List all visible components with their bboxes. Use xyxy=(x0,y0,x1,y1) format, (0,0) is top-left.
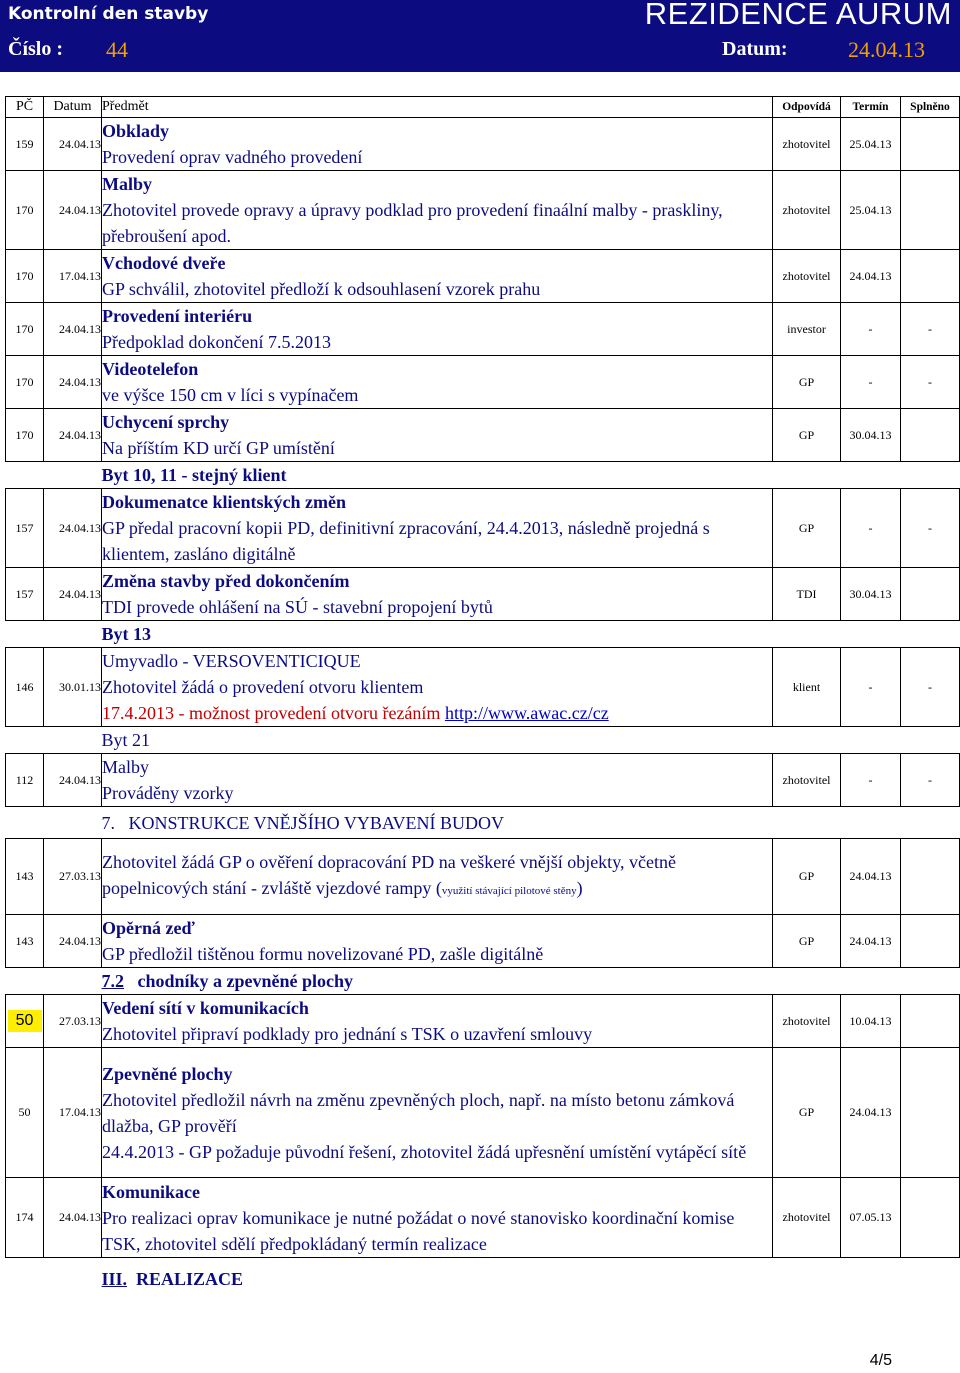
row-title: Malby xyxy=(102,757,149,777)
table-row xyxy=(6,171,960,250)
row-date: 24.04.13 xyxy=(44,356,102,409)
row-done xyxy=(901,1048,960,1178)
table-row xyxy=(6,356,960,409)
col-header-termin: Termín xyxy=(841,97,901,118)
subsection-heading-row xyxy=(6,968,960,995)
row-text: Prováděny vzorky xyxy=(102,783,234,803)
row-pc: 143 xyxy=(6,915,44,968)
row-deadline: 25.04.13 xyxy=(841,118,901,171)
section-heading xyxy=(102,1258,773,1300)
row-responsible: GP xyxy=(773,1048,841,1178)
subsection-heading xyxy=(102,968,773,995)
row-date: 24.04.13 xyxy=(44,171,102,250)
section-heading xyxy=(102,807,773,839)
row-date: 27.03.13 xyxy=(44,839,102,915)
datum-value: 24.04.13 xyxy=(848,37,925,62)
row-done: - xyxy=(901,754,960,807)
row-title: Vedení sítí v komunikacích xyxy=(102,998,309,1018)
row-subject xyxy=(102,250,773,303)
group-heading: Byt 10, 11 - stejný klient xyxy=(101,465,287,485)
row-title: Dokumenatce klientských změn xyxy=(102,492,346,512)
row-responsible: zhotovitel xyxy=(773,250,841,303)
awac-link[interactable]: http://www.awac.cz/cz xyxy=(444,703,609,723)
row-deadline: 30.04.13 xyxy=(841,409,901,462)
row-subject xyxy=(102,1178,773,1258)
row-done xyxy=(901,568,960,621)
row-pc: 170 xyxy=(6,409,44,462)
row-responsible: zhotovitel xyxy=(773,754,841,807)
row-responsible: zhotovitel xyxy=(773,171,841,250)
row-note: 24.4.2013 - GP požaduje původní řešení, zhotovitel žádá upřesnění umístění vytápěcí sítě xyxy=(102,1141,747,1162)
row-done xyxy=(901,1178,960,1258)
col-header-predmet: Předmět xyxy=(102,97,773,118)
row-date: 24.04.13 xyxy=(44,118,102,171)
row-pc: 170 xyxy=(6,356,44,409)
row-text: TDI provede ohlášení na SÚ - stavební propojení bytů xyxy=(102,597,493,617)
row-subject xyxy=(102,839,773,915)
table-row xyxy=(6,568,960,621)
subsection-title: chodníky a zpevněné plochy xyxy=(137,971,354,991)
row-subject xyxy=(102,754,773,807)
row-date: 24.04.13 xyxy=(44,568,102,621)
row-deadline: - xyxy=(841,489,901,568)
row-title: Komunikace xyxy=(102,1181,201,1202)
row-text-end: ) xyxy=(576,878,583,898)
row-pc: 146 xyxy=(6,648,44,727)
row-responsible: zhotovitel xyxy=(773,1178,841,1258)
row-done xyxy=(901,839,960,915)
cislo-value: 44 xyxy=(106,37,128,62)
row-deadline: 30.04.13 xyxy=(841,568,901,621)
row-pc: 170 xyxy=(6,171,44,250)
row-date: 30.01.13 xyxy=(44,648,102,727)
row-pc: 159 xyxy=(6,118,44,171)
row-text: GP schválil, zhotovitel předloží k odsouhlasení vzorek prahu xyxy=(102,279,541,299)
row-date: 24.04.13 xyxy=(44,754,102,807)
row-done xyxy=(901,995,960,1048)
row-title: Zpevněné plochy xyxy=(102,1063,233,1084)
table-row xyxy=(6,303,960,356)
section-heading-row xyxy=(6,807,960,839)
row-subject xyxy=(102,409,773,462)
row-responsible: GP xyxy=(773,839,841,915)
row-responsible: GP xyxy=(773,489,841,568)
section-title: REALIZACE xyxy=(136,1268,244,1289)
header-band xyxy=(0,0,960,72)
row-deadline: 10.04.13 xyxy=(841,995,901,1048)
row-subject xyxy=(102,648,773,727)
row-title: Vchodové dveře xyxy=(102,253,226,273)
row-note xyxy=(102,700,772,726)
row-responsible: GP xyxy=(773,915,841,968)
row-date: 24.04.13 xyxy=(44,489,102,568)
row-text: Zhotovitel připraví podklady pro jednání s TSK o uzavření smlouvy xyxy=(102,1024,593,1044)
row-done xyxy=(901,171,960,250)
row-pc: 170 xyxy=(6,250,44,303)
row-title: Malby xyxy=(102,174,153,194)
row-text: GP předal pracovní kopii PD, definitivní zpracování, 24.4.2013, následně projedná s klientem, zasláno digitálně xyxy=(102,518,710,564)
row-pc: 174 xyxy=(6,1178,44,1258)
table-row xyxy=(6,1048,960,1178)
row-done xyxy=(901,409,960,462)
row-title: Videotelefon xyxy=(102,359,199,379)
row-responsible: GP xyxy=(773,356,841,409)
row-title: Umyvadlo - VERSOVENTICIQUE xyxy=(102,651,361,671)
row-date: 24.04.13 xyxy=(44,303,102,356)
row-text: Zhotovitel předložil návrh na změnu zpevněných ploch, např. na místo betonu zámková dlažba, GP prověří xyxy=(102,1089,735,1136)
row-deadline: 25.04.13 xyxy=(841,171,901,250)
row-subject xyxy=(102,1048,773,1178)
row-text: Provedení oprav vadného provedení xyxy=(102,147,363,167)
row-text: Na příštím KD určí GP umístění xyxy=(102,438,335,458)
document-title: Kontrolní den stavby xyxy=(8,4,209,24)
row-text-main: Zhotovitel žádá GP o ověření dopracování PD na veškeré vnější objekty, včetně popelnicových stání - zvláště vjezdové rampy ( xyxy=(102,852,676,898)
datum-label: Datum: xyxy=(722,38,788,60)
section-number: 7. xyxy=(101,812,115,833)
table-row xyxy=(6,409,960,462)
note-text: 17.4.2013 - možnost provedení otvoru řezáním xyxy=(102,703,445,723)
row-deadline: 24.04.13 xyxy=(841,1048,901,1178)
cislo-label: Číslo : xyxy=(8,38,63,60)
row-done xyxy=(901,915,960,968)
row-responsible: GP xyxy=(773,409,841,462)
row-pc: 157 xyxy=(6,568,44,621)
section-heading-row xyxy=(6,1258,960,1300)
table-row xyxy=(6,118,960,171)
row-date: 17.04.13 xyxy=(44,1048,102,1178)
table-row xyxy=(6,648,960,727)
group-heading-row xyxy=(6,462,960,489)
row-deadline: - xyxy=(841,754,901,807)
row-done: - xyxy=(901,489,960,568)
table-row xyxy=(6,995,960,1048)
row-responsible: zhotovitel xyxy=(773,995,841,1048)
group-heading: Byt 13 xyxy=(101,624,151,644)
row-pc: 170 xyxy=(6,303,44,356)
row-deadline: 07.05.13 xyxy=(841,1178,901,1258)
row-responsible: zhotovitel xyxy=(773,118,841,171)
table-row xyxy=(6,250,960,303)
row-subject xyxy=(102,303,773,356)
row-responsible: TDI xyxy=(773,568,841,621)
row-text: ve výšce 150 cm v líci s vypínačem xyxy=(102,385,359,405)
row-date: 24.04.13 xyxy=(44,915,102,968)
row-date: 27.03.13 xyxy=(44,995,102,1048)
row-pc: 143 xyxy=(6,839,44,915)
section-number: III. xyxy=(101,1268,128,1289)
highlighted-pc: 50 xyxy=(8,1010,42,1032)
group-heading: Byt 21 xyxy=(101,730,151,750)
col-header-odpovida: Odpovídá xyxy=(773,97,841,118)
row-subject xyxy=(102,118,773,171)
table-row xyxy=(6,839,960,915)
row-done: - xyxy=(901,648,960,727)
row-pc: 112 xyxy=(6,754,44,807)
row-text-small: využití stávající pilotové stěny xyxy=(441,885,577,897)
col-header-splneno: Splněno xyxy=(901,97,960,118)
row-pc xyxy=(6,995,44,1048)
row-deadline: - xyxy=(841,648,901,727)
row-deadline: 24.04.13 xyxy=(841,250,901,303)
row-deadline: 24.04.13 xyxy=(841,839,901,915)
row-date: 17.04.13 xyxy=(44,250,102,303)
row-subject xyxy=(102,171,773,250)
row-pc: 157 xyxy=(6,489,44,568)
row-subject xyxy=(102,995,773,1048)
row-done xyxy=(901,250,960,303)
row-text: Zhotovitel žádá o provedení otvoru klientem xyxy=(102,677,424,697)
col-header-datum: Datum xyxy=(44,97,102,118)
row-date: 24.04.13 xyxy=(44,409,102,462)
row-text: Předpoklad dokončení 7.5.2013 xyxy=(102,332,331,352)
row-done: - xyxy=(901,303,960,356)
row-title: Změna stavby před dokončením xyxy=(102,571,350,591)
section-title: KONSTRUKCE VNĚJŠÍHO VYBAVENÍ BUDOV xyxy=(128,812,505,833)
row-done xyxy=(901,118,960,171)
row-title: Provedení interiéru xyxy=(102,306,253,326)
table-row xyxy=(6,489,960,568)
row-title: Uchycení sprchy xyxy=(102,412,230,432)
row-pc: 50 xyxy=(6,1048,44,1178)
table-header-row xyxy=(6,97,960,118)
col-header-pc: PČ xyxy=(6,97,44,118)
row-subject xyxy=(102,489,773,568)
row-title: Opěrná zeď xyxy=(102,918,195,938)
row-subject xyxy=(102,356,773,409)
table-row xyxy=(6,1178,960,1258)
row-text xyxy=(102,849,772,904)
subsection-number: 7.2 xyxy=(101,971,124,991)
table-row xyxy=(6,754,960,807)
page-number: 4/5 xyxy=(869,1352,892,1369)
project-title: REZIDENCE AURUM xyxy=(644,0,952,31)
row-text: GP předložil tištěnou formu novelizované PD, zašle digitálně xyxy=(102,944,544,964)
table-row xyxy=(6,915,960,968)
row-deadline: 24.04.13 xyxy=(841,915,901,968)
row-responsible: investor xyxy=(773,303,841,356)
row-text: Zhotovitel provede opravy a úpravy podklad pro provedení finaální malby - praskliny, přebroušení apod. xyxy=(102,200,723,246)
records-table xyxy=(5,96,960,1300)
row-done: - xyxy=(901,356,960,409)
row-date: 24.04.13 xyxy=(44,1178,102,1258)
group-heading-row xyxy=(6,727,960,754)
row-text: Pro realizaci oprav komunikace je nutné požádat o nové stanovisko koordinační komise TSK, zhotovitel sdělí předpokládaný termín realizace xyxy=(102,1207,735,1254)
row-subject xyxy=(102,568,773,621)
row-title: Obklady xyxy=(102,121,170,141)
row-deadline: - xyxy=(841,303,901,356)
group-heading-row xyxy=(6,621,960,648)
row-deadline: - xyxy=(841,356,901,409)
row-responsible: klient xyxy=(773,648,841,727)
row-subject xyxy=(102,915,773,968)
